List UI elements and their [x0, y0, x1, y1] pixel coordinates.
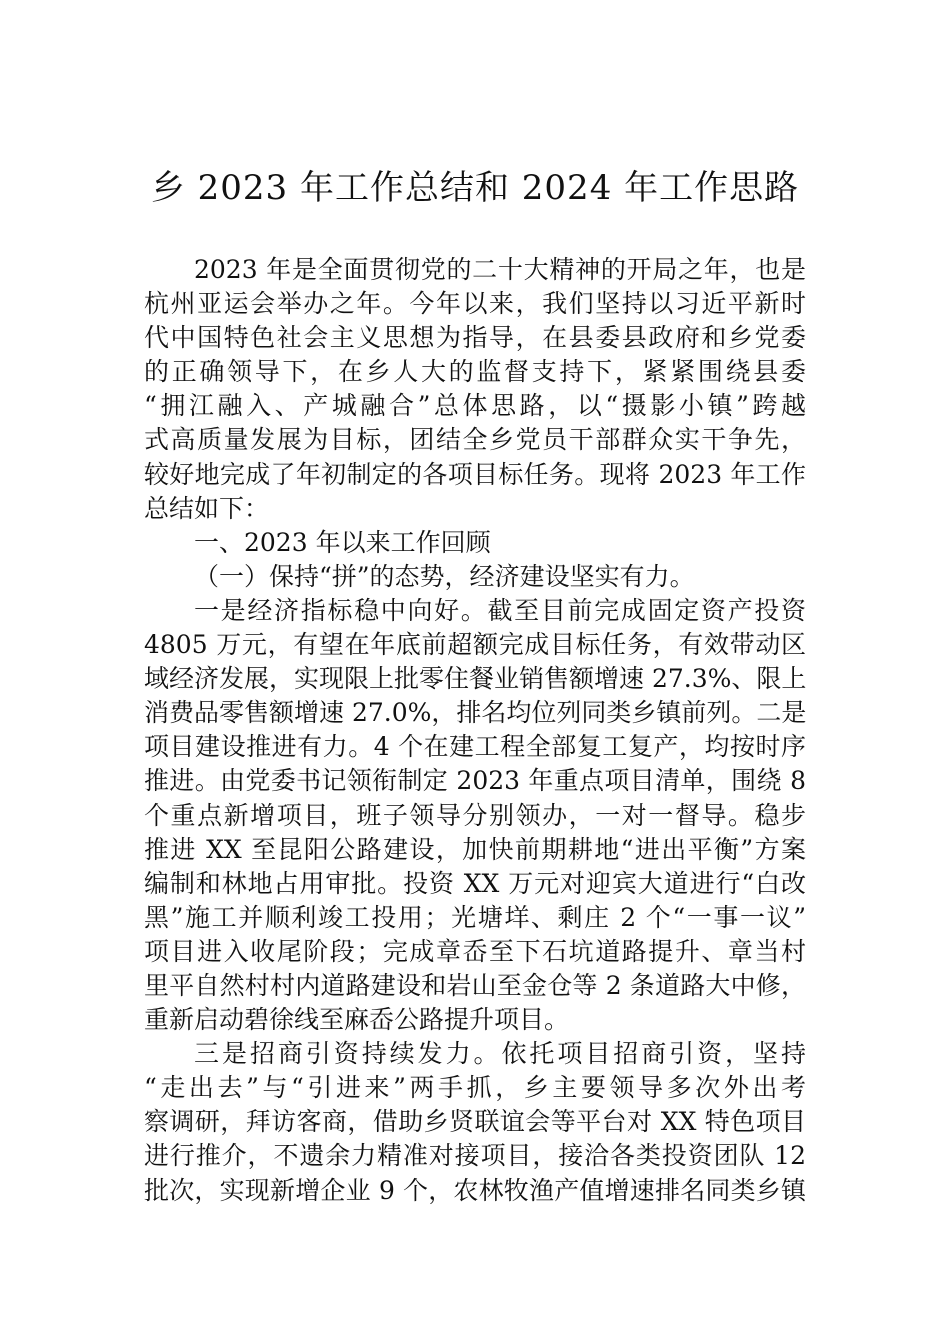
paragraph-line: 编制和林地占用审批。投资 XX 万元对迎宾大道进行“白改 — [144, 868, 806, 898]
paragraph-line: 消费品零售额增速 27.0%，排名均位列同类乡镇前列。二是 — [144, 698, 806, 728]
paragraph-line: 察调研，拜访客商，借助乡贤联谊会等平台对 XX 特色项目 — [144, 1107, 806, 1137]
paragraph-line: 批次，实现新增企业 9 个，农林牧渔产值增速排名同类乡镇 — [144, 1175, 806, 1205]
document-title: 乡 2023 年工作总结和 2024 年工作思路 — [150, 168, 800, 208]
paragraph-line: 推进 XX 至昆阳公路建设，加快前期耕地“进出平衡”方案 — [144, 834, 806, 864]
document-body — [144, 253, 806, 1208]
section-heading-line: 一、2023 年以来工作回顾 — [194, 527, 491, 557]
paragraph-line: 个重点新增项目，班子领导分别领办，一对一督导。稳步 — [144, 800, 806, 830]
paragraph-line: 推进。由党委书记领衔制定 2023 年重点项目清单，围绕 8 — [144, 766, 806, 796]
paragraph-line: 三是招商引资持续发力。依托项目招商引资，坚持 — [194, 1039, 806, 1069]
paragraph-line: 黑”施工并顺利竣工投用；光塘垟、剩庄 2 个“一事一议” — [144, 902, 806, 932]
paragraph-line: 4805 万元，有望在年底前超额完成目标任务，有效带动区 — [144, 630, 806, 660]
paragraph-line: 2023 年是全面贯彻党的二十大精神的开局之年，也是 — [194, 255, 806, 284]
paragraph-line: 进行推介，不遗余力精准对接项目，接洽各类投资团队 12 — [144, 1141, 806, 1171]
paragraph-line: “拥江融入、产城融合”总体思路，以“摄影小镇”跨越 — [144, 391, 806, 421]
paragraph-line: 总结如下： — [144, 493, 270, 523]
paragraph-line: 代中国特色社会主义思想为指导，在县委县政府和乡党委 — [144, 323, 806, 353]
paragraph-line: 重新启动碧徐线至麻岙公路提升项目。 — [144, 1005, 570, 1035]
paragraph-line: “走出去”与“引进来”两手抓，乡主要领导多次外出考 — [144, 1073, 806, 1103]
paragraph-line: 里平自然村村内道路建设和岩山至金仓等 2 条道路大中修， — [144, 970, 806, 1000]
paragraph-line: 杭州亚运会举办之年。今年以来，我们坚持以习近平新时 — [144, 289, 806, 319]
paragraph-line: 较好地完成了年初制定的各项目标任务。现将 2023 年工作 — [144, 459, 806, 489]
paragraph-line: 一是经济指标稳中向好。截至目前完成固定资产投资 — [194, 595, 806, 625]
paragraph-line: 域经济发展，实现限上批零住餐业销售额增速 27.3%、限上 — [144, 664, 806, 694]
paragraph-line: 的正确领导下，在乡人大的监督支持下，紧紧围绕县委 — [144, 357, 806, 387]
paragraph-line: 项目建设推进有力。4 个在建工程全部复工复产，均按时序 — [144, 732, 806, 762]
paragraph-line: 项目进入收尾阶段；完成章岙至下石坑道路提升、章当村 — [144, 936, 806, 966]
section-heading-line: （一）保持“拼”的态势，经济建设坚实有力。 — [194, 561, 695, 591]
paragraph-line: 式高质量发展为目标，团结全乡党员干部群众实干争先， — [144, 425, 806, 455]
